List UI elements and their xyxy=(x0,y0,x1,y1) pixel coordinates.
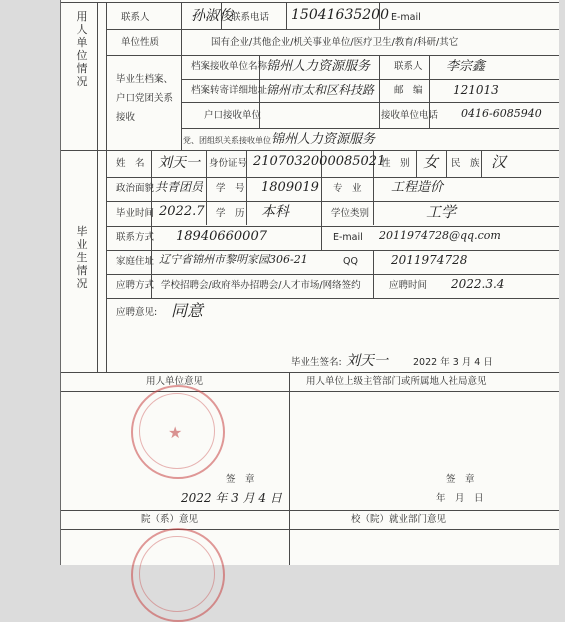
archive-address-label: 档案转寄详细地址 xyxy=(191,85,268,96)
signature-label: 毕业生签名: xyxy=(291,357,342,368)
contact-person-value: 孙淑俊 xyxy=(191,8,233,24)
row-divider xyxy=(106,29,559,30)
row-divider xyxy=(181,128,559,129)
row-divider xyxy=(106,274,559,275)
col-divider xyxy=(481,150,482,177)
archive-block-label: 毕业生档案、户口党团关系接收 xyxy=(116,74,174,123)
authority-opinion-label: 用人单位上级主管部门或所属地人社局意见 xyxy=(306,376,487,387)
row-divider xyxy=(106,298,559,299)
unit-nature-options: 国有企业/其他企业/机关事业单位/医疗卫生/教育/科研/其它 xyxy=(211,37,459,48)
section-divider xyxy=(61,372,559,373)
col-divider xyxy=(446,150,447,177)
school-opinion-label: 校（院）就业部门意见 xyxy=(351,514,447,525)
grad-time-label: 毕业时间 xyxy=(116,208,155,219)
student-no-value: 1809019 xyxy=(261,180,319,195)
row-divider xyxy=(61,391,559,392)
row-divider xyxy=(61,529,559,530)
contact-label: 联系方式 xyxy=(116,232,155,243)
row-divider xyxy=(181,79,559,80)
archive-address-value: 锦州市太和区科技路 xyxy=(266,83,375,97)
grad-email-label: E-mail xyxy=(333,232,363,243)
home-label: 家庭住址 xyxy=(116,256,155,267)
row-divider xyxy=(106,250,559,251)
right-sign-date: 年 月 日 xyxy=(436,493,484,504)
row-divider xyxy=(61,2,559,3)
opinion-value: 同意 xyxy=(171,301,204,320)
degree-label: 学 历 xyxy=(216,208,245,219)
col-divider xyxy=(286,2,287,29)
student-no-label: 学 号 xyxy=(216,183,245,194)
left-sign-date: 2022 年 3 月 4 日 xyxy=(181,491,282,505)
col-divider xyxy=(181,2,182,55)
signature-value: 刘天一 xyxy=(346,353,388,369)
section-divider xyxy=(61,150,559,151)
postcode-label: 邮 编 xyxy=(394,85,423,96)
seal-label-left: 签 章 xyxy=(226,474,255,485)
opinion-label: 应聘意见: xyxy=(116,307,158,318)
col-divider xyxy=(373,274,374,298)
major-label: 专 业 xyxy=(333,183,362,194)
graduate-section-title: 毕业生情况 xyxy=(76,225,88,290)
grad-email-value: 2011974728@qq.com xyxy=(379,229,501,242)
seal-label-right: 签 章 xyxy=(446,474,475,485)
row-divider xyxy=(106,226,559,227)
gender-label: 性 别 xyxy=(381,158,410,169)
ethnicity-label: 民 族 xyxy=(451,158,480,169)
archive-contact-label: 联系人 xyxy=(394,61,423,72)
gender-value: 女 xyxy=(423,153,439,171)
col-divider xyxy=(289,372,290,565)
col-divider xyxy=(181,55,182,150)
col-divider xyxy=(373,250,374,274)
col-divider xyxy=(206,150,207,225)
row-divider xyxy=(106,177,559,178)
col-divider xyxy=(97,2,98,372)
receiver-phone-label: 接收单位电话 xyxy=(381,110,439,121)
row-divider xyxy=(181,102,559,103)
politics-value: 共青团员 xyxy=(155,180,204,194)
email-label: E-mail xyxy=(391,12,421,23)
degree-value: 本科 xyxy=(261,204,289,220)
apply-time-value: 2022.3.4 xyxy=(451,277,505,291)
col-divider xyxy=(151,150,152,298)
qq-value: 2011974728 xyxy=(391,253,468,267)
archive-contact-value: 李宗鑫 xyxy=(446,59,486,74)
degree-type-label: 学位类别 xyxy=(331,208,370,219)
sign-date: 2022 年 3 月 4 日 xyxy=(413,357,493,368)
hukou-label: 户口接收单位 xyxy=(204,110,262,121)
col-divider xyxy=(379,55,380,128)
grad-time-value: 2022.7 xyxy=(159,204,205,219)
col-divider xyxy=(416,150,417,177)
qq-label: QQ xyxy=(343,256,358,267)
id-value: 2107032000085021 xyxy=(253,154,386,169)
id-label: 身份证号 xyxy=(209,158,248,169)
row-divider xyxy=(106,201,559,202)
name-value: 刘天一 xyxy=(158,155,200,171)
contact-phone-label: 联系电话 xyxy=(231,12,270,23)
graduate-employment-form xyxy=(60,0,559,565)
receiver-phone-value: 0416-6085940 xyxy=(461,107,542,120)
section-divider xyxy=(61,510,559,511)
employer-section-title: 用人单位情况 xyxy=(76,10,88,88)
college-seal xyxy=(131,528,225,622)
col-divider xyxy=(106,2,107,372)
employer-opinion-label: 用人单位意见 xyxy=(146,376,204,387)
major-value: 工程造价 xyxy=(391,180,444,195)
apply-method-label: 应聘方式 xyxy=(116,280,155,291)
contact-person-label: 联系人 xyxy=(121,12,150,23)
degree-type-value: 工学 xyxy=(426,203,457,221)
college-opinion-label: 院（系）意见 xyxy=(141,514,199,525)
party-label: 党、团组织关系接收单位 xyxy=(183,136,271,145)
employer-seal: ★ xyxy=(131,385,225,479)
unit-nature-label: 单位性质 xyxy=(121,37,160,48)
apply-method-options: 学校招聘会/政府举办招聘会/人才市场/网络签约 xyxy=(161,280,361,291)
archive-unit-label: 档案接收单位名称 xyxy=(191,61,268,72)
politics-label: 政治面貌 xyxy=(116,183,155,194)
party-value: 锦州人力资源服务 xyxy=(271,132,376,147)
name-label: 姓 名 xyxy=(116,158,145,169)
ethnicity-value: 汉 xyxy=(491,153,507,171)
contact-phone-value: 15041635200 xyxy=(291,7,389,23)
row-divider xyxy=(106,55,559,56)
contact-value: 18940660007 xyxy=(176,229,267,244)
apply-time-label: 应聘时间 xyxy=(389,280,428,291)
archive-unit-value: 锦州人力资源服务 xyxy=(266,59,371,74)
home-value: 辽宁省锦州市黎明家园306-21 xyxy=(159,253,308,266)
postcode-value: 121013 xyxy=(453,83,499,97)
